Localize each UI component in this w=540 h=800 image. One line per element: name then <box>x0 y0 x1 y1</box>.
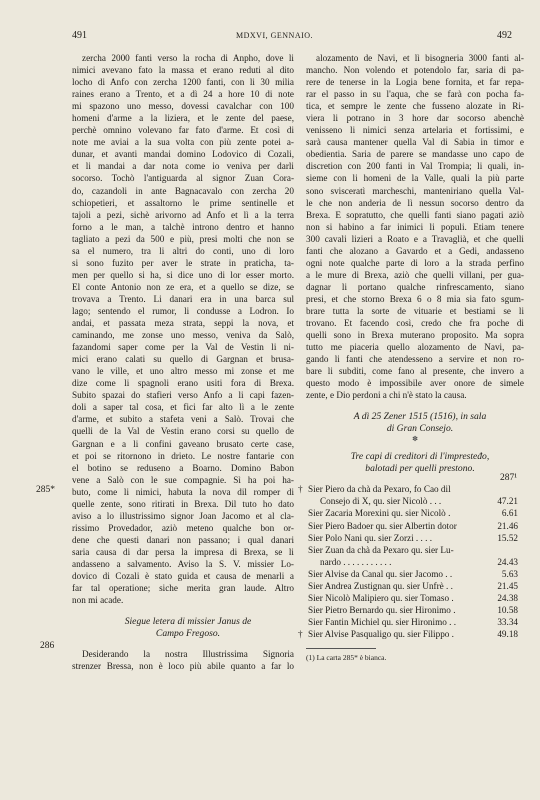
text-line: forno a le man, a talchè introno dentro et hanno <box>72 221 294 232</box>
text-line: dene che questi danari non passano; i qual danari <box>72 534 294 545</box>
text-line: Desiderando la nostra Illustrissima Signoria <box>82 649 294 660</box>
text-line: fazandomi saper come per la Val de Vestin li ni- <box>72 342 294 353</box>
text-line: ogni note qualche parte di loro a la strada perfino <box>306 257 524 268</box>
list-item <box>306 592 524 604</box>
letter-heading-line-2: Campo Fregoso. <box>155 628 221 640</box>
list-item <box>306 556 524 568</box>
list-item <box>306 604 524 616</box>
creditor-value: 47.21 <box>497 496 518 507</box>
text-line: andasseno a salvamento. Aviso la S. V. missier Lo- <box>72 558 294 569</box>
list-item <box>306 568 524 580</box>
text-line: questo modo è impossibile aver onore de simele <box>306 378 524 389</box>
text-line: sono svisceratì marcheschi, manteniriano quella Val- <box>306 185 524 196</box>
text-line: mancho. Non volendo et potendolo far, saria di pa- <box>306 65 524 76</box>
margin-note-286: 286 <box>40 641 55 651</box>
margin-note-285: 285* <box>36 485 55 495</box>
text-line: andai, et passata meza strata, seppi la nova, et <box>72 318 294 329</box>
text-line: alozamento de Navi, et lì bisogneria 3000 fanti al- <box>316 53 524 63</box>
text-line: dagnar li portano qualche rinfrescamento, siano <box>306 281 524 292</box>
text-line: dunar, et avanti mandai domino Lodovico di Cozali, <box>72 149 294 160</box>
text-line: non si habino a far inimici li populi. Etiam tenere <box>306 221 524 232</box>
creditor-name: Sier Zuan da chà da Pexaro qu. sier Lu- <box>308 544 454 555</box>
creditor-name: Sier Fantin Michiel qu. sier Hironimo . . <box>308 616 457 627</box>
text-line: mi spazono uno messo, dovessi cavalchar con 100 <box>72 101 294 112</box>
text-line: rar el passo in su l'aqua, che se farà con pocha fa- <box>306 89 524 100</box>
text-line: saria causa di dar persa la impresa di Brexa, se li <box>72 546 294 557</box>
text-line: le che non anderia de lì nessun socorso dentro da <box>306 197 524 208</box>
text-line: et li mandai a dar nota come io veniva per darli <box>72 161 294 172</box>
creditor-name: Sier Piero Badoer qu. sier Albertin dotor <box>308 520 457 531</box>
creditor-value: 15.52 <box>497 532 518 543</box>
text-line: socorso. Tochò l'antiguarda al signor Zuan Cora- <box>72 173 294 184</box>
ornament-icon: ✽ <box>412 435 418 444</box>
text-line: venisseno li nimici senza artelaria et fortissimi, e <box>306 125 524 136</box>
text-line: vano le ville, et uno altro messo mi zonse et me <box>72 366 294 377</box>
left-paragraph-1 <box>72 52 294 606</box>
creditor-name: Sier Zacaria Morexini qu. sier Nicolò . <box>308 508 451 519</box>
text-line: nimici avevano fato la massa et erano reduti al dito <box>72 65 294 76</box>
creditor-list <box>298 483 524 640</box>
margin-note-287: 287¹ <box>500 473 518 483</box>
session-heading-line-1: A dì 25 Zener 1515 (1516), in sala <box>353 411 487 423</box>
text-line: Gargnan e a li confini gaveano brusato certe case, <box>72 438 294 449</box>
text-line: El conte Antonio non ze era, et a quello se dize, se <box>72 281 294 292</box>
text-line: non mi acade. <box>72 595 124 606</box>
text-line: note me aviai a la sua volta con più zente potei a- <box>72 137 294 148</box>
footnote: (1) La carta 285* è bianca. <box>306 652 387 662</box>
creditor-value: 24.38 <box>497 592 518 603</box>
running-header <box>68 30 512 46</box>
text-line: dize come li spagnoli erano usiti fora di Brexa. <box>72 378 294 389</box>
text-line: tica, et sempre le zente che fusseno alozate in Ri- <box>306 101 524 112</box>
text-line: sa el numero, tra li altri do conti, uno di loro <box>72 245 294 256</box>
text-line: viera li potrano in 3 hore dar socorso abenchè <box>306 113 524 124</box>
text-line: raines erano a Trento, et a dì 24 a hore 10 di note <box>72 89 294 100</box>
text-line: strenzer Bressa, non è loco più abile quanto a far lo <box>72 661 294 672</box>
creditor-name: Sier Alvise da Canal qu. sier Jacomo . . <box>308 568 453 579</box>
list-item <box>306 507 524 519</box>
text-line: tagliato a pezi da 500 e più, presi molti che non se <box>72 233 294 244</box>
list-item <box>306 544 524 556</box>
left-column <box>72 52 294 672</box>
text-line: el botino se reduseno a Boarno. Domino Babon <box>72 462 294 473</box>
text-line: men per quello si ha, si dice uno di lor esser morto. <box>72 269 294 280</box>
text-line: lago; sentendo el rumor, li condusse a Lodron. Io <box>72 305 294 316</box>
left-paragraph-2 <box>72 648 294 672</box>
text-line: discretion con 200 fanti in Val Trompia; li quali, in- <box>306 161 524 172</box>
text-line: homeni d'arme a la liziera, et le zente del paese, <box>72 113 294 124</box>
text-line: gando li fanti che atendesseno a servire et non ro- <box>306 354 524 365</box>
text-line: quelli de la Val de Vestin erano corsi su quello de <box>72 426 294 437</box>
creditor-name: Sier Piero da chà da Pexaro, fo Cao dil <box>308 484 451 495</box>
text-line: fanti che alozano a Gavardo et a Gedi, andasseno <box>306 245 524 256</box>
creditor-name: Sier Polo Nani qu. sier Zorzi . . . . <box>308 532 433 543</box>
session-heading-line-2: di Gran Consejo. <box>386 423 454 435</box>
text-line: caminando, me zonse uno messo, veniva da Salò, <box>72 330 294 341</box>
right-paragraph-1 <box>306 52 524 401</box>
text-line: a le mure di Brexa, aziò che quelli villani, per gua- <box>306 269 524 280</box>
creditor-value: 49.18 <box>497 628 518 639</box>
text-line: Subito spazai do stafieri verso Anfo a li capi fazen- <box>72 390 294 401</box>
creditor-name: Sier Pietro Bernardo qu. sier Hironimo . <box>308 604 456 615</box>
text-line: far tal operatione; siche merita gran laude. Altro <box>72 583 294 594</box>
dagger-icon: † <box>298 628 303 639</box>
text-line: trovano. Et facendo così, credo che fra poche di <box>306 318 524 329</box>
creditor-value: 33.34 <box>497 616 518 627</box>
creditor-value: 10.58 <box>497 604 518 615</box>
text-line: schiopetieri, et assaltorno le prime sentinelle et <box>72 197 294 208</box>
dagger-icon: † <box>298 484 303 495</box>
text-line: trovava a Trento. Li danari era in una barca sul <box>72 293 294 304</box>
text-line: vene a Salò con le sue compagnie. Sì ha poi ha- <box>72 474 294 485</box>
list-heading-line-2: balotadi per quelli prestono. <box>365 463 475 475</box>
text-line: quelle zente, sono ritirati in Brexa. Dil tuto ho dato <box>72 498 294 509</box>
creditor-value: 21.45 <box>497 580 518 591</box>
creditor-name: nardo . . . . . . . . . . . <box>320 556 392 567</box>
list-item <box>306 616 524 628</box>
text-line: do, cazandoli in ante Bagnacavalo con zercha 20 <box>72 185 294 196</box>
running-title: MDXVI, GENNAIO. <box>236 31 314 40</box>
list-item <box>306 495 524 507</box>
text-line: brare tutta la sorte de vituarie et bestiami se li <box>306 305 524 316</box>
text-line: rere de tenerse in la Logia bene fornita, et far repa- <box>306 77 524 88</box>
text-line: sieme con li homeni de la Valle, quali la più parte <box>306 173 524 184</box>
list-heading-line-1: Tre capi di creditori di l'impresteđo, <box>350 451 490 463</box>
list-item <box>306 580 524 592</box>
creditor-value: 6.61 <box>501 508 518 519</box>
creditor-name: Sier Andrea Zustignan qu. sier Unfrè . . <box>308 580 453 591</box>
text-line: Brexa. E sopratutto, che quelli fanti siano pagati aziò <box>306 209 524 220</box>
text-line: presi, et che storno Brexa 6 o 8 mia sia fato sgum- <box>306 293 524 304</box>
text-line: si sono fuzito per aver le strate in praticha, ta- <box>72 257 294 268</box>
text-line: et poi se ritornono in drieto. Le nostre fantarie con <box>72 450 294 461</box>
right-column <box>298 52 524 663</box>
text-line: dovico di Cozali è stato guida et causa de menarli a <box>72 571 294 582</box>
page-number-right: 492 <box>497 30 512 41</box>
text-line: tajoli a pezi, sichè arivorno ad Anfo et lì a la terra <box>72 209 294 220</box>
footnote-divider <box>306 648 376 649</box>
text-line: aviso a lo illustrissimo signor Joan Jacomo et al cla- <box>72 510 294 521</box>
text-line: obedientia. Saria de parere se mandasse uno capo de <box>306 149 524 160</box>
text-line: mici erano calati su quello di Gargnan et brusa- <box>72 354 294 365</box>
text-line: 300 cavali lizieri a Roato e a Travaglià, et che quelli <box>306 233 524 244</box>
creditor-value: 24.43 <box>497 556 518 567</box>
creditor-value: 5.63 <box>501 568 518 579</box>
text-line: zente, e Dio perdoni a chi n'è stato la causa. <box>306 390 467 401</box>
letter-heading-line-1: Siegue letera di missier Janus de <box>124 616 252 628</box>
text-line: quelli sono in Brexa muterano proposito. Ma sopra <box>306 330 524 341</box>
text-line: tutto me piaceria quello alozamento de Navi, pa- <box>306 342 524 353</box>
text-line: zercha 2000 fanti verso la rocha di Anpho, dove li <box>82 53 294 63</box>
creditor-name: Sier Alvise Pasqualigo qu. sier Filippo . <box>308 628 454 639</box>
text-line: doli a saper tal cosa, et fici far alto lì a le zente <box>72 402 294 413</box>
list-item <box>306 532 524 544</box>
text-line: buto, come li nimici, habuta la nova dil romper di <box>72 486 294 497</box>
text-line: perchè omnino volevano far fato d'arme. Et così di <box>72 125 294 136</box>
text-line: locho di Anfo con zercha 1200 fanti, con li 30 milia <box>72 77 294 88</box>
list-item <box>298 628 524 640</box>
creditor-name: Consejo di X, qu. sier Nicolò . . . <box>320 496 442 507</box>
list-item <box>298 483 524 495</box>
page-number-left: 491 <box>72 30 87 41</box>
text-line: rissimo Provedador, aziò meteno qualche bon or- <box>72 522 294 533</box>
text-line: d'arme, et subito a stafeta veni a Salò. Trovai che <box>72 414 294 425</box>
text-line: sarà causa mantener quella Val di Sabia in timor e <box>306 137 524 148</box>
text-line: bare li subditi, come fano al presente, che invero a <box>306 366 524 377</box>
list-item <box>306 520 524 532</box>
creditor-name: Sier Nicolò Malipiero qu. sier Tomaso . <box>308 592 454 603</box>
creditor-value: 21.46 <box>497 520 518 531</box>
